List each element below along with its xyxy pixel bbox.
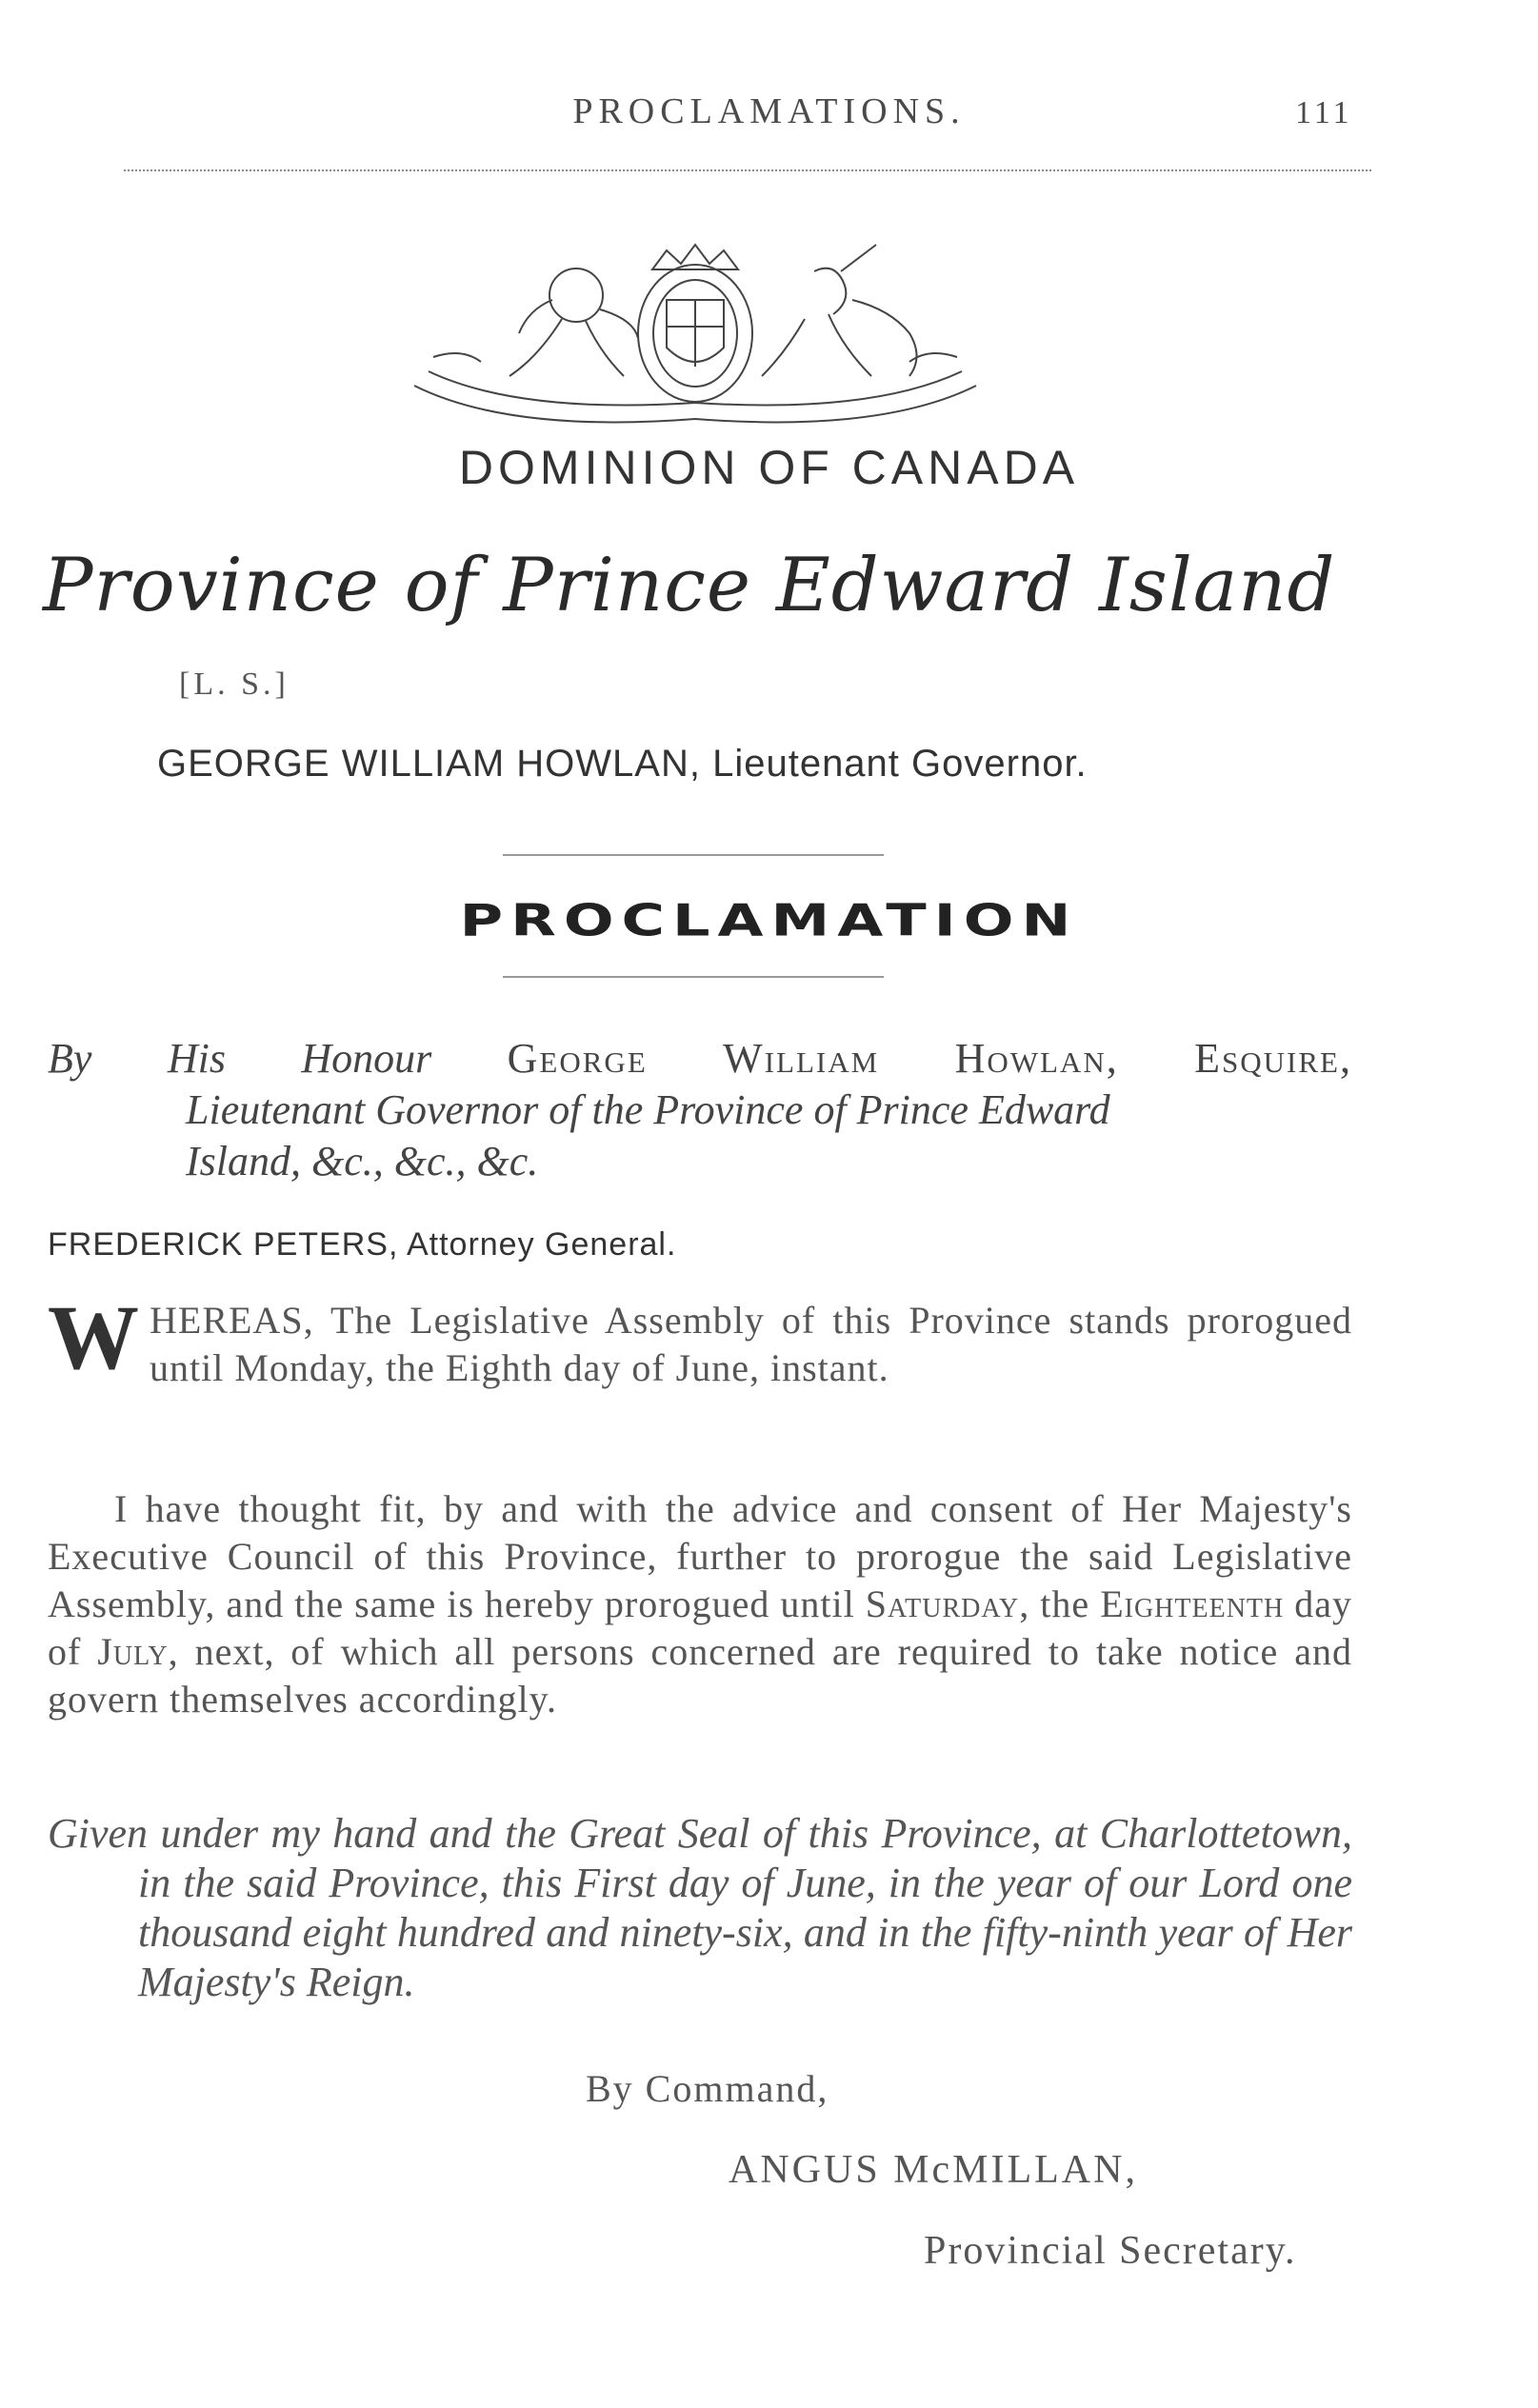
by-honour-block [48,1033,1352,1187]
page-number: 111 [1295,95,1353,130]
drop-cap: W [48,1286,140,1388]
given-text: Given under my hand and the Great Seal of this Province, at Charlottetown, in the said Province, this First day of June, in the year of our Lord one thousand eight hundred and ninety-six, and in the fifty-ninth year of Her Majesty's Reign. [48,1810,1352,2005]
seal-mark: [L. S.] [179,667,290,702]
william-word: William [723,1035,880,1082]
title-rule-top [503,854,884,856]
running-title: PROCLAMATIONS. [572,91,966,131]
by-honour-line-2: Lieutenant Governor of the Province of Prince Edward [186,1086,1110,1133]
by-honour-line-1 [48,1033,1352,1085]
prorogation-text-end: next, of which all persons concerned are required to take notice and govern themselves accordingly. [48,1630,1352,1721]
july-word: July, [97,1630,179,1673]
eighteenth-word: Eighteenth [1100,1582,1285,1625]
by-honour-line-3: Island, &c., &c., &c. [186,1138,539,1184]
royal-coat-of-arms-icon [395,243,995,424]
governor-line: GEORGE WILLIAM HOWLAN, Lieutenant Governor. [157,743,1088,785]
whereas-text: HEREAS, The Legislative Assembly of this Province stands prorogued until Monday, the Eighth day of June, instant. [150,1299,1352,1389]
attorney-general-line: FREDERICK PETERS, Attorney General. [48,1226,677,1263]
george-word: George [507,1035,648,1082]
saturday-word: Saturday, [865,1582,1030,1625]
proclamation-title: PROCLAMATION [459,894,1079,946]
by-word: By [48,1035,92,1082]
by-command: By Command, [586,2067,829,2110]
whereas-paragraph [48,1286,1352,1392]
province-heading: Province of Prince Edward Island [43,543,1336,628]
the-word: the [1040,1582,1090,1625]
howlan-word: Howlan, [954,1035,1119,1082]
day-of-words: day of [48,1582,1353,1673]
signatory-name: ANGUS McMILLAN, [729,2148,1138,2192]
his-word: His [167,1035,226,1082]
prorogation-text: I have thought fit, by and with the advice and consent of Her Majesty's Executive Council of this Province, further to prorogue the said Legislative Assembly, and the same is hereby prorogued until [48,1487,1352,1625]
honour-word: Honour [301,1035,432,1082]
title-rule-bottom [503,976,884,978]
dominion-heading: DOMINION OF CANADA [458,441,1080,494]
esquire-word: Esquire, [1194,1035,1352,1082]
prorogation-paragraph [48,1485,1352,1723]
signatory-title: Provincial Secretary. [924,2229,1297,2273]
header-rule [124,169,1371,171]
given-under-paragraph [48,1809,1352,2007]
